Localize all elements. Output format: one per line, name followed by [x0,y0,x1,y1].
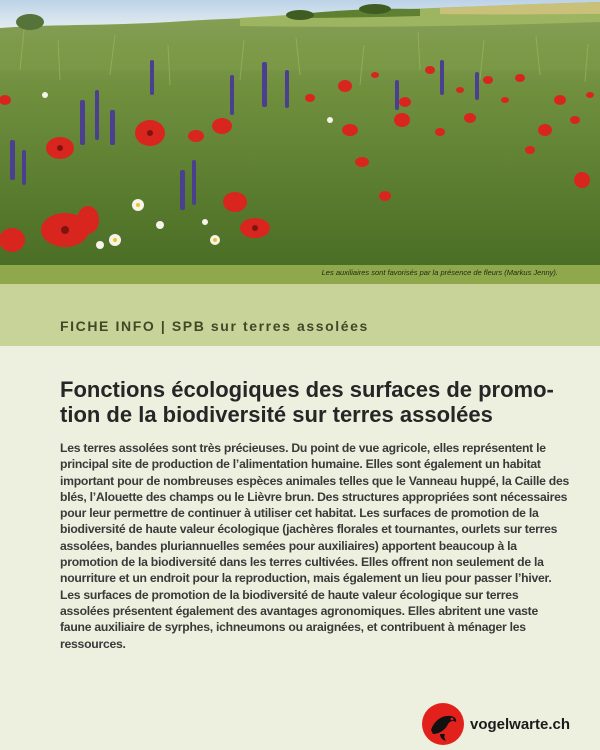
photo-caption: Les auxiliaires sont favorisés par la présence de fleurs (Markus Jenny). [321,268,558,277]
brand-name[interactable]: vogelwarte.ch [470,716,571,733]
flower-field-illustration [0,0,600,265]
photo-caption-bar [0,265,600,284]
hero-photo-flower-field [0,0,600,265]
section-label: FICHE INFO | SPB sur terres assolées [60,318,369,334]
article-title: Fonctions écologiques des surfaces de promo-tion de la biodiversité sur terres assolées [60,377,554,427]
bird-logo-icon [422,703,464,745]
header-band [0,284,600,346]
vogelwarte-logo[interactable] [422,703,464,750]
article-body: Les terres assolées sont très précieuses. Du point de vue agricole, elles représentent le principal site de production de l’alimentation humaine. Elles sont également un habitat important pour de nombreuses espèces animales telles que le Vanneau huppé, la Caille des blés, l’Alouette des champs ou le Lièvre brun. Des structures appropriées sont nécessaires pour leur permettre de continuer à utiliser cet habitat. Les surfaces de promotion de la biodiversité de haute valeur écologique (jachères florales et tournantes, ourlets sur terres assolées, bandes pluriannuelles semées pour auxiliaires) apportent beaucoup à la promotion de la biodiversité dans les terres cultivées. Elles offrent non seulement de la nourriture et un endroit pour la reproduction, mais également un lieu pour passer l’hiver. Les surfaces de promotion de la biodiversité de haute valeur écologique sur terres assolées présentent également des avantages agronomiques. Elles abritent une vaste faune auxiliaire de syrphes, ichneumons ou araignées, et contribuent à ménager les ressources. [60,441,570,651]
